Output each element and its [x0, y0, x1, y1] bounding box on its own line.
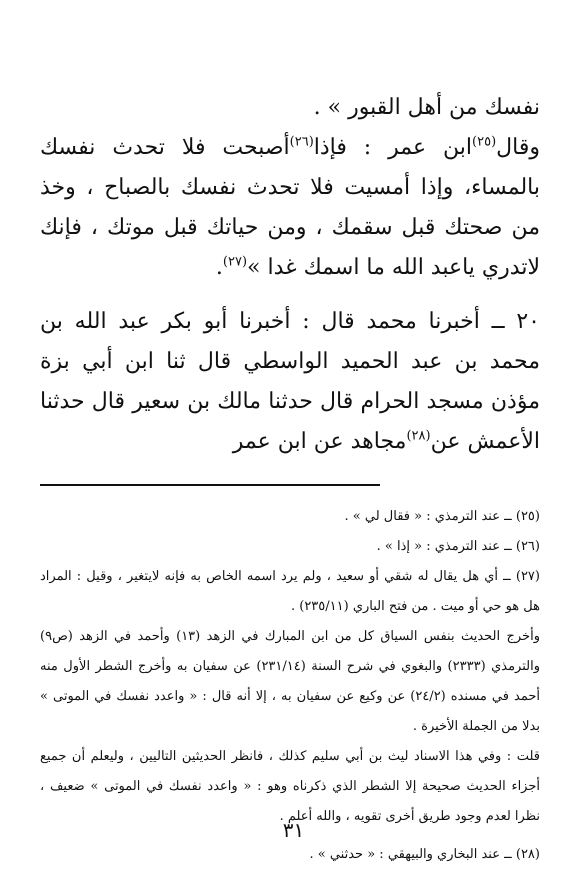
paragraph-3-body: ٢٠ ــ أخبرنا محمد قال : أخبرنا أبو بكر عبد الله بن محمد بن عبد الحميد الواسطي قال ثنا ابن أبي بزة مؤذن مسجد الحرام قال حدثنا مالك بن سعير قال حدثنا الأعمش عن: [40, 309, 540, 454]
footnote-ref-27: (٢٧): [222, 254, 248, 270]
main-text: [40, 88, 540, 462]
paragraph-1-text: نفسك من أهل القبور » .: [313, 95, 540, 120]
paragraph-2-body: أصبحت فلا تحدث نفسك بالمساء، وإذا أمسيت فلا تحدث نفسك بالصباح ، وخذ من صحتك قبل سقمك ، ومن حياتك قبل موتك ، فإنك لاتدري ياعبد الله ما اسمك غدا »: [40, 135, 540, 280]
footnote-28: (٢٨) ــ عند البخاري والبيهقي : « حدثني » .: [309, 847, 540, 862]
page-number: ٣١: [282, 818, 305, 842]
footnote-ref-28: (٢٨): [406, 428, 431, 444]
footnote-25: (٢٥) ــ عند الترمذي : « فقال لي » .: [344, 509, 540, 524]
footnote-ref-25: (٢٥): [472, 134, 497, 150]
footnote-27: (٢٧) ــ أي هل يقال له شقي أو سعيد ، ولم يرد اسمه الخاص به فإنه لايتغير ، وقيل : المراد هل هو حي أو ميت . من فتح الباري (٢٣٥/١١) .: [40, 569, 540, 614]
footnote-ref-26: (٢٦): [289, 134, 314, 150]
paragraph-1: [40, 88, 540, 128]
paragraph-3: [40, 302, 540, 462]
footnote-27-continued: وأخرج الحديث بنفس السياق كل من ابن المبارك في الزهد (١٣) وأحمد في الزهد (ص٩) والترمذي (٢٣٣٣) والبغوي في شرح السنة (٢٣١/١٤) عن سفيان به وأخرج الشطر الأول منه أحمد في مسنده (٢٤/٢) عن وكيع عن سفيان به ، إلا أنه قال : « واعدد نفسك في الموتى » بدلا من الجملة الأخيرة .: [40, 629, 540, 734]
paragraph-2-middle: ابن عمر : فإذا: [313, 135, 473, 160]
paragraph-2: [40, 128, 540, 288]
book-page: [40, 88, 540, 870]
footnotes: [40, 502, 540, 870]
paragraph-2-end: .: [215, 255, 223, 280]
paragraph-2-start: وقال: [496, 135, 540, 160]
footnote-27-comment: قلت : وفي هذا الاسناد ليث بن أبي سليم كذلك ، فانظر الحديثين التاليين ، وليعلم أن جميع أجزاء الحديث صحيحة إلا الشطر الذي ذكرناه وهو : « واعدد نفسك في الموتى » ضعيف ، نظرا لعدم وجود طريق أخرى تقويه ، والله أعلم .: [40, 749, 540, 824]
footnote-26: (٢٦) ــ عند الترمذي : « إذا » .: [376, 539, 540, 554]
paragraph-3-end: مجاهد عن ابن عمر: [232, 429, 407, 454]
footnote-divider: [40, 484, 380, 486]
